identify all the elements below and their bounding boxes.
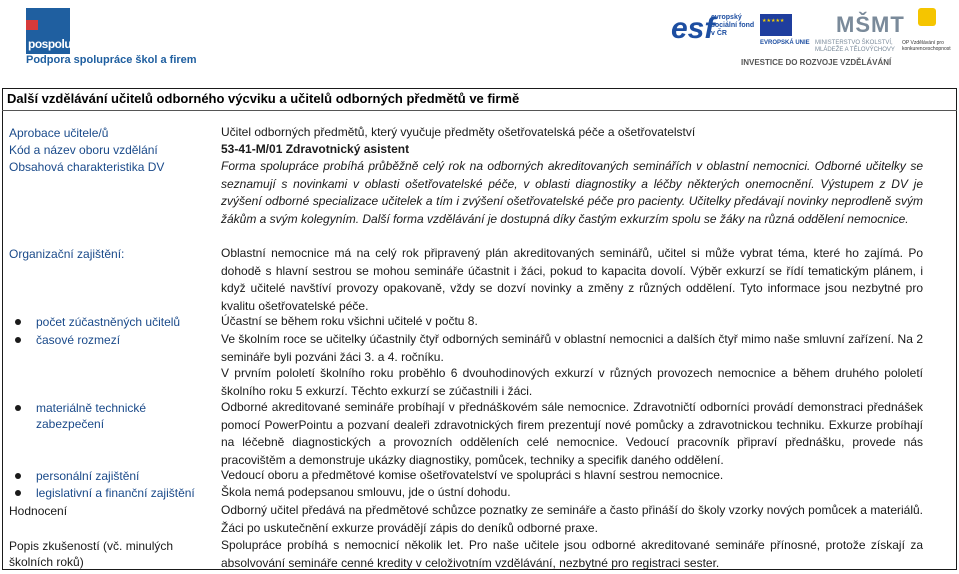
- value-organizacni-zajisteni: Oblastní nemocnice má na celý rok připravený plán akreditovaných seminářů, učitel si může vybrat téma, které ho zajímá. Po dohodě s hlavní sestrou se mohou semináře účastnit i žáci, pokud to kapacita dovolí. Výběr exkurzí se řídí tematickým plánem, i když učitelé navštíví provozy opakovaně, vždy se dozví novinky a změny z různých oddělení. Tyto informace jsou nezbytné pro kvalitu ošetřovatelské péče.: [221, 246, 923, 313]
- label-organizacni-zajisteni: Organizační zajištění:: [9, 247, 125, 261]
- pospolu-subtitle: Podpora spolupráce škol a firem: [26, 54, 197, 66]
- bullet-icon: [15, 337, 21, 343]
- op-caption: OP Vzdělávání pro konkurenceschopnost: [902, 40, 951, 52]
- label-zabezpeceni: zabezpečení: [36, 417, 105, 431]
- value-legislativni-zajisteni: Škola nemá podepsanou smlouvu, jde o ústní dohodu.: [221, 485, 511, 499]
- eu-flag-icon: [760, 14, 792, 36]
- esf-caption: evropský sociální fond v ČR: [711, 14, 755, 37]
- label-materialne-technicke: materiálně technické: [36, 401, 147, 415]
- value-pocet-ucitelu: Účastní se během roku všichni učitelé v počtu 8.: [221, 314, 478, 328]
- label-legislativni-zajisteni: legislativní a finanční zajištění: [36, 486, 195, 500]
- pospolu-logo-text: pospolu: [28, 37, 72, 51]
- obsahova-line-1: Forma spolupráce probíhá průběžně celý rok na odborných akreditovaných seminářích v oblastní nemocnici.: [221, 159, 811, 173]
- document-title: Další vzdělávání učitelů odborného výcviku a učitelů odborných předmětů ve firmě: [7, 91, 520, 106]
- label-casove-rozmezi: časové rozmezí: [36, 333, 121, 347]
- label-popis-zkusenosti: Popis zkušeností (vč. minulých: [9, 539, 174, 553]
- value-aprobace: Učitel odborných předmětů, který vyučuje předměty ošetřovatelská péče a ošetřovatelství: [221, 125, 696, 139]
- value-personalni-zajisteni: Vedoucí oboru a předmětové komise ošetřovatelství ve spolupráci s hlavní sestrou nemocnice.: [221, 468, 724, 482]
- pospolu-logo: [26, 8, 70, 54]
- bullet-icon: [15, 473, 21, 479]
- bullet-icon: [15, 319, 21, 325]
- value-popis-zkusenosti: Spolupráce probíhá s nemocnicí několik let. Pro naše učitele jsou odborné akreditované semináře přínosné, protože získají za absolvování semináře cenné kredity v celoživotním vzdělávání, nezbytné pro registraci sester.: [221, 538, 923, 570]
- value-kod-oboru: 53-41-M/01 Zdravotnický asistent: [221, 142, 410, 156]
- value-casove-rozmezi-exkurze: V prvním pololetí školního roku proběhlo 6 dvouhodinových exkurzí v různých provozech nemocnice a během druhého pololetí školního roku 5 exkurzí. Těchto exkurzí se zúčastnili i žáci.: [221, 366, 923, 398]
- obsahova-line-2: Odborné učitelky se seznamují s novinkami v oblasti ošetřovatelské péče, v oblasti diagnostiky a léčby některých onemocnění. Výstupem z DV je zvýšení odborné specializace učitelek a tím i zvýšení ošetřovatelské péče pro pacienty. Učitelky předávají novinky neprodleně svým žákům a svým kolegyním. Další forma vzdělávání je dostupná díky častým exkurzím spolu se žáky na různá oddělení nemocnice.: [221, 159, 923, 226]
- label-skolnich-roku: školních roků): [9, 555, 84, 569]
- value-obsahova-charakteristika: [221, 158, 923, 228]
- bullet-icon: [15, 490, 21, 496]
- value-casove-rozmezi: Ve školním roce se učitelky účastnily čtyř odborných seminářů v oblastní nemocnici a dalších čtyř mimo naše smluvní zařízení. Na 2 semináře byli pozváni žáci 3. a 4. ročníku.: [221, 332, 923, 364]
- pospolu-logo-accent: [26, 20, 38, 30]
- label-hodnoceni: Hodnocení: [9, 504, 68, 518]
- invest-caption: INVESTICE DO ROZVOJE VZDĚLÁVÁNÍ: [741, 58, 892, 67]
- eu-caption: EVROPSKÁ UNIE: [760, 40, 810, 46]
- value-hodnoceni: Odborný učitel předává na předmětové schůzce poznatky ze semináře a často přináší do školy vzorky nových pomůcek a materiálů. Žáci po uskutečnění exkurze provádějí zápis do deníků odborné praxe.: [221, 503, 923, 535]
- label-obsahova-charakteristika: Obsahová charakteristika DV: [9, 160, 165, 174]
- msmt-logo: MŠMT: [836, 12, 905, 37]
- op-logo-mark: [918, 8, 936, 26]
- title-divider: [2, 110, 957, 111]
- msmt-caption: MINISTERSTVO ŠKOLSTVÍ, MLÁDEŽE A TĚLOVÝCHOVY: [815, 40, 895, 53]
- label-aprobace: Aprobace učitele/ů: [9, 126, 109, 140]
- esf-logo: esf: [671, 12, 715, 45]
- value-materialne-technicke: Odborné akreditované semináře probíhají v přednáškovém sále nemocnice. Zdravotničtí odborníci provádí demonstraci přednášek pomocí PowerPointu a pozvaní dealeři zdravotnických firem prezentují nové pomůcky a zdravotnickou techniku. Exkurze probíhají na léčebně diagnostických a provozních odděleních celé nemocnice. Vedoucí pracovník připraví přednášku, provede nás pracovištěm a demonstruje ukázky diagnostiky, pomůcek, techniky a specifik daného oddělení.: [221, 400, 923, 467]
- label-kod-oboru: Kód a název oboru vzdělání: [9, 143, 158, 157]
- label-pocet-ucitelu: počet zúčastněných učitelů: [36, 315, 181, 329]
- label-personalni-zajisteni: personální zajištění: [36, 469, 140, 483]
- bullet-icon: [15, 405, 21, 411]
